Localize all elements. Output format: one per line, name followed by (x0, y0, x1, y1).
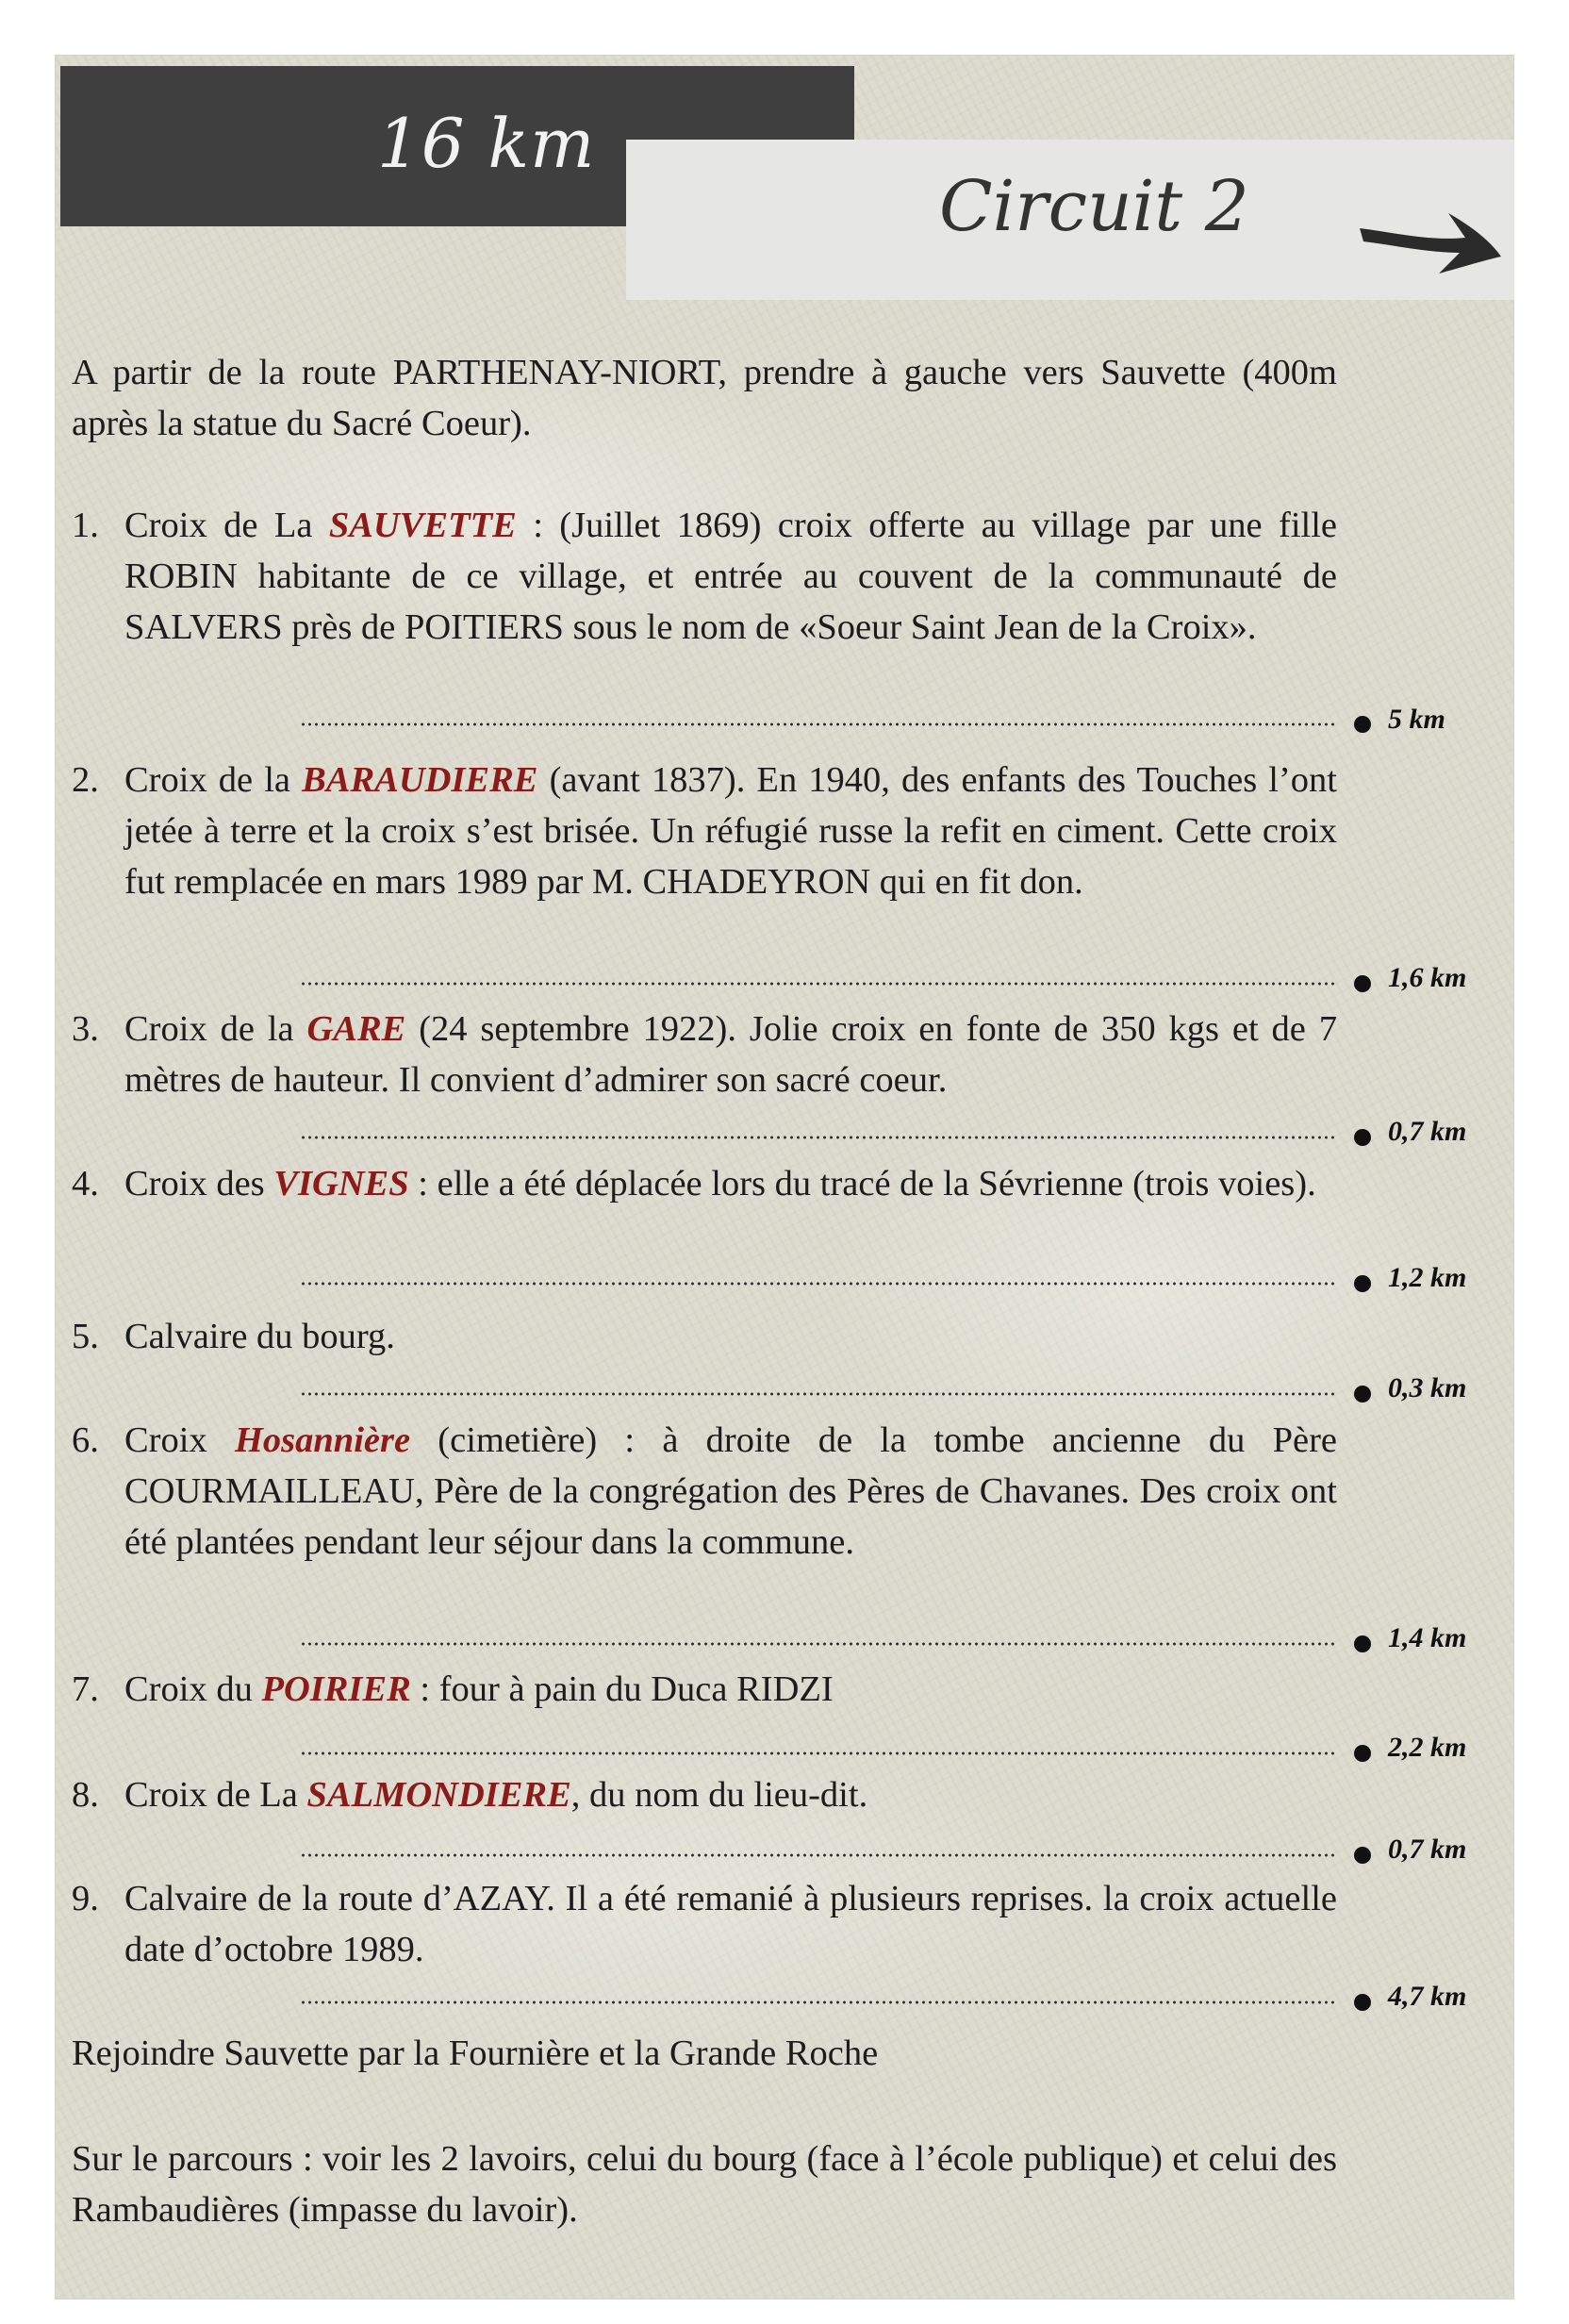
dotted-leader (300, 722, 1337, 727)
segment-distance: 0,7 km (1388, 1834, 1467, 1865)
item-number: 1. (72, 506, 99, 545)
circuit-title: Circuit 2 (939, 166, 1249, 247)
list-item (72, 1415, 1337, 1568)
dotted-leader (300, 1135, 1337, 1140)
bullet-dot (1354, 1275, 1371, 1292)
place-name: SAUVETTE (328, 506, 517, 545)
item-number: 5. (72, 1317, 99, 1356)
segment-distance: 4,7 km (1388, 1981, 1467, 2012)
bullet-dot (1354, 716, 1371, 733)
item-number: 6. (72, 1420, 99, 1460)
dotted-leader (300, 2000, 1337, 2005)
place-name: BARAUDIERE (302, 760, 538, 800)
segment-distance: 1,4 km (1388, 1622, 1467, 1653)
item-text: Calvaire de la route d’AZAY. Il a été remanié à plusieurs reprises. la croix actuelle date d’octobre 1989. (124, 1879, 1337, 1969)
item-number: 9. (72, 1879, 99, 1918)
distance-title: 16 km (377, 104, 596, 183)
arrow-right-icon (1354, 194, 1505, 279)
place-name: GARE (306, 1009, 406, 1049)
list-item (72, 500, 1337, 653)
list-item (72, 1664, 1337, 1715)
list-item (72, 1769, 1337, 1820)
place-name: SALMONDIERE (306, 1775, 571, 1815)
bullet-dot (1354, 1129, 1371, 1146)
intro-paragraph: A partir de la route PARTHENAY-NIORT, prendre à gauche vers Sauvette (400m après la statue du Sacré Coeur). (72, 353, 1337, 443)
place-name: POIRIER (261, 1669, 411, 1709)
list-item (72, 755, 1337, 907)
dotted-leader (300, 1391, 1337, 1397)
list-item (72, 1311, 1337, 1362)
item-number: 8. (72, 1775, 99, 1815)
item-text: Croix des (124, 1164, 274, 1204)
bullet-dot (1354, 1847, 1371, 1864)
segment-distance: 1,2 km (1388, 1262, 1467, 1293)
item-text: (cimetière) : à droite de la tombe ancienne du Père COURMAILLEAU, Père de la congrégation des Pères de Chavanes. Des croix ont été plantées pendant leur séjour dans la commune. (124, 1420, 1338, 1562)
closing-line: Rejoindre Sauvette par la Fournière et la Grande Roche (72, 2034, 879, 2073)
segment-distance: 0,7 km (1388, 1116, 1467, 1147)
item-text: , du nom du lieu-dit. (570, 1775, 868, 1815)
bullet-dot (1354, 1386, 1371, 1403)
bullet-dot (1354, 1745, 1371, 1762)
segment-distance: 2,2 km (1388, 1732, 1467, 1763)
route-note: Sur le parcours : voir les 2 lavoirs, celui du bourg (face à l’école publique) et celui des Rambaudières (impasse du lavoir). (72, 2139, 1337, 2230)
list-item (72, 1004, 1337, 1105)
dotted-leader (300, 1641, 1337, 1647)
place-name: Hosannière (234, 1420, 411, 1460)
dotted-leader (300, 1751, 1337, 1756)
item-text: Calvaire du bourg. (124, 1317, 395, 1356)
item-text: Croix de La (124, 1775, 307, 1815)
item-text: Croix de La (124, 506, 329, 545)
segment-distance: 0,3 km (1388, 1372, 1467, 1403)
list-item (72, 1158, 1337, 1209)
dotted-leader (300, 1281, 1337, 1286)
dotted-leader (300, 981, 1337, 987)
item-number: 4. (72, 1164, 99, 1204)
place-name: VIGNES (273, 1164, 409, 1204)
item-text: : (Juillet 1869) croix offerte au village par une fille ROBIN habitante de ce village, et entrée au couvent de la communauté de SALVERS près de POITIERS sous le nom de «Soeur Saint Jean de la Croix». (124, 506, 1338, 647)
list-item (72, 1873, 1337, 1975)
item-number: 7. (72, 1669, 99, 1709)
item-text: Croix (124, 1420, 235, 1460)
segment-distance: 5 km (1388, 704, 1445, 735)
bullet-dot (1354, 975, 1371, 992)
dotted-leader (300, 1852, 1337, 1858)
item-text: Croix de la (124, 1009, 307, 1049)
segment-distance: 1,6 km (1388, 962, 1467, 993)
bullet-dot (1354, 1994, 1371, 2011)
item-text: Croix du (124, 1669, 262, 1709)
bullet-dot (1354, 1635, 1371, 1652)
item-number: 2. (72, 760, 99, 800)
item-text: (24 septembre 1922). Jolie croix en fonte de 350 kgs et de 7 mètres de hauteur. Il convient d’admirer son sacré coeur. (124, 1009, 1338, 1100)
item-text: : elle a été déplacée lors du tracé de la Sévrienne (trois voies). (408, 1164, 1316, 1204)
item-number: 3. (72, 1009, 99, 1049)
item-text: Croix de la (124, 760, 303, 800)
item-text: (avant 1837). En 1940, des enfants des Touches l’ont jetée à terre et la croix s’est brisée. Un réfugié russe la refit en ciment. Cette croix fut remplacée en mars 1989 par M. CHADEYRON qui en fit don. (124, 760, 1337, 902)
item-text: : four à pain du Duca RIDZI (410, 1669, 834, 1709)
